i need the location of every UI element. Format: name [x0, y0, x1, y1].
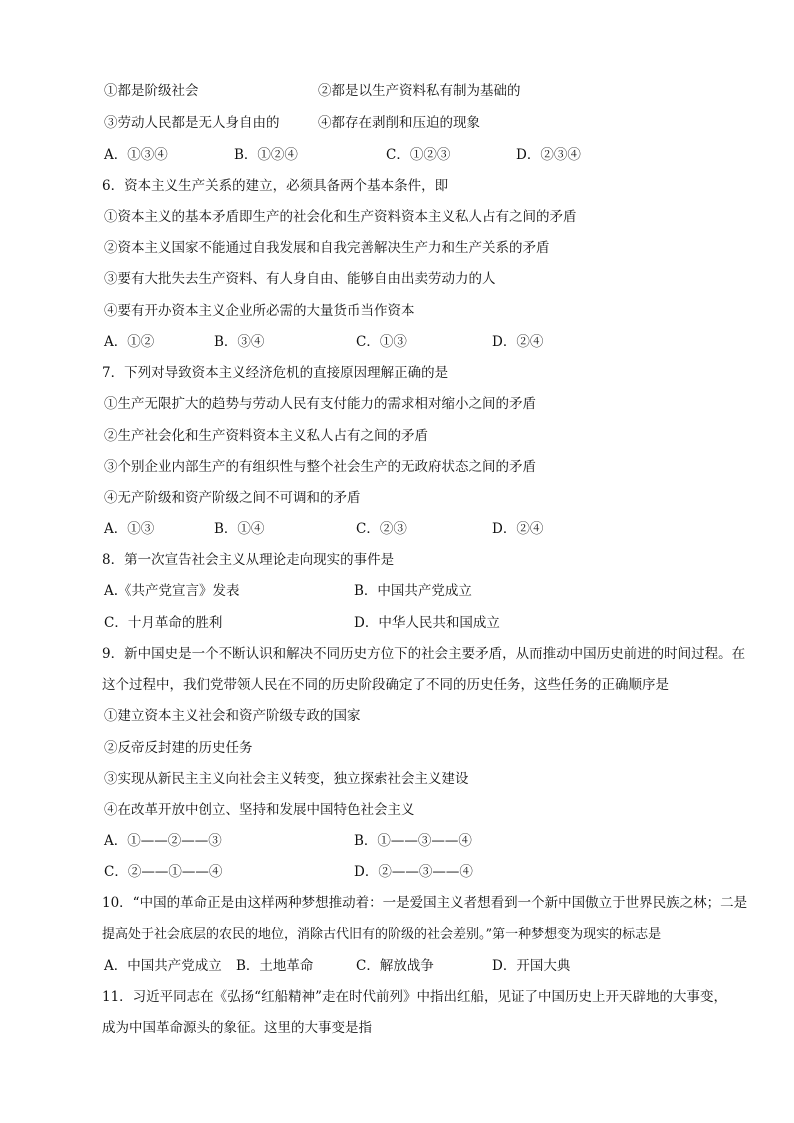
q7-choice-b: B．①④	[214, 521, 265, 537]
q8-choice-a: A.《共产党宣言》发表	[104, 583, 240, 599]
q9-stem-line-2: 这个过程中，我们党带领人民在不同的历史阶段确定了不同的历史任务，这些任务的正确顺序是	[102, 677, 669, 693]
q10-stem-line-2: 提高处于社会底层的农民的地位，消除古代旧有的阶级的社会差别。”第一种梦想变为现实的标志是	[102, 927, 662, 942]
q6-stem: 6．资本主义生产关系的建立，必须具备两个基本条件，即	[102, 178, 449, 194]
q9-item-3: ③实现从新民主主义向社会主义转变，独立探索社会主义建设	[104, 771, 469, 787]
q7-choice-d: D．②④	[492, 521, 544, 537]
q7-stem: 7．下列对导致资本主义经济危机的直接原因理解正确的是	[102, 365, 449, 381]
q5-choice-a: A．①③④	[104, 147, 168, 163]
q6-item-1: ①资本主义的基本矛盾即生产的社会化和生产资料资本主义私人占有之间的矛盾	[104, 209, 577, 225]
q9-stem-line-1: 9．新中国史是一个不断认识和解决不同历史方位下的社会主要矛盾，从而推动中国历史前进的时间过程。在	[102, 646, 746, 662]
q5-choice-d: D．②③④	[516, 147, 581, 163]
q11-stem-line-2: 成为中国革命源头的象征。这里的大事变是指	[102, 1020, 372, 1036]
q7-item-2: ②生产社会化和生产资料资本主义私人占有之间的矛盾	[104, 428, 428, 444]
q6-item-3: ③要有大批失去生产资料、有人身自由、能够自由出卖劳动力的人	[104, 271, 496, 287]
q5-item-2: ②都是以生产资料私有制为基础的	[318, 83, 521, 99]
q5-choice-b: B．①②④	[234, 147, 298, 163]
q9-item-1: ①建立资本主义社会和资产阶级专政的国家	[104, 708, 361, 724]
q11-stem-line-1: 11．习近平同志在《弘扬“红船精神”走在时代前列》中指出红船，见证了中国历史上开天辟地的大事变，	[102, 989, 727, 1005]
q6-choice-c: C．①③	[356, 334, 407, 350]
q9-item-4: ④在改革开放中创立、坚持和发展中国特色社会主义	[104, 802, 415, 818]
q10-stem-line-1: 10．“中国的革命正是由这样两种梦想推动着：一是爱国主义者想看到一个新中国傲立于世界民族之林；二是	[102, 895, 748, 911]
q7-item-4: ④无产阶级和资产阶级之间不可调和的矛盾	[104, 490, 361, 506]
q6-choice-b: B．③④	[214, 334, 265, 350]
q5-item-3: ③劳动人民都是无人身自由的	[104, 115, 280, 131]
q7-item-3: ③个别企业内部生产的有组织性与整个社会生产的无政府状态之间的矛盾	[104, 459, 536, 475]
q9-choice-c: C．②——①——④	[104, 864, 223, 880]
q7-item-1: ①生产无限扩大的趋势与劳动人民有支付能力的需求相对缩小之间的矛盾	[104, 396, 536, 412]
q5-item-4: ④都存在剥削和压迫的现象	[318, 115, 480, 131]
q8-choice-c: C．十月革命的胜利	[104, 615, 223, 631]
q6-choice-d: D．②④	[492, 334, 544, 350]
q7-choice-c: C．②③	[356, 521, 407, 537]
q9-choice-d: D．②——③——④	[354, 864, 473, 880]
q10-choice-a: A．中国共产党成立	[104, 958, 222, 974]
q6-item-2: ②资本主义国家不能通过自我发展和自我完善解决生产力和生产关系的矛盾	[104, 240, 550, 256]
q8-choice-b: B．中国共产党成立	[354, 583, 472, 599]
q10-choice-b: B．土地革命	[236, 958, 314, 974]
q6-choice-a: A．①②	[104, 334, 155, 350]
q6-item-4: ④要有开办资本主义企业所必需的大量货币当作资本	[104, 303, 415, 319]
q9-choice-a: A．①——②——③	[104, 833, 222, 849]
q8-choice-d: D．中华人民共和国成立	[354, 615, 500, 631]
q10-choice-c: C．解放战争	[356, 958, 434, 974]
q9-choice-b: B．①——③——④	[354, 833, 472, 849]
q7-choice-a: A．①③	[104, 521, 155, 537]
q5-choice-c: C．①②③	[386, 147, 451, 163]
q10-choice-d: D．开国大典	[492, 958, 571, 974]
q5-item-1: ①都是阶级社会	[104, 83, 199, 99]
q8-stem: 8．第一次宣告社会主义从理论走向现实的事件是	[102, 552, 395, 568]
q9-item-2: ②反帝反封建的历史任务	[104, 740, 253, 756]
